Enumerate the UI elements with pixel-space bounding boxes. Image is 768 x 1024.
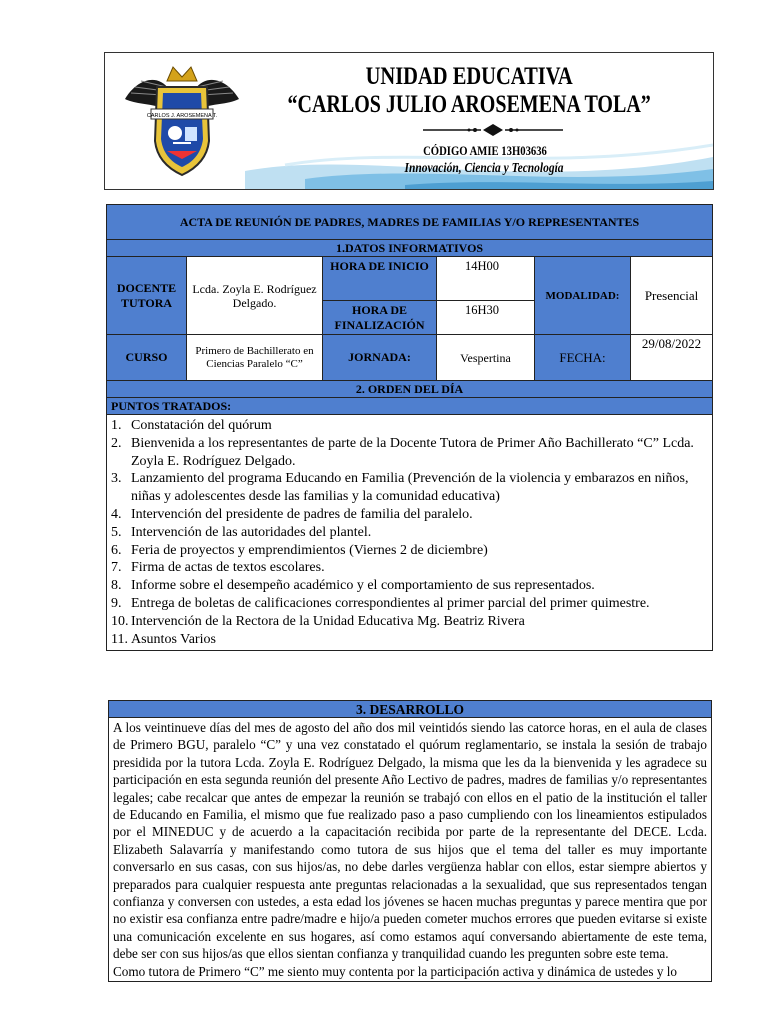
agenda-point: [111, 435, 708, 471]
agenda-point-text: Bienvenida a los representantes de parte de la Docente Tutora de Primer Año Bachillerato “C” Lcda. Zoyla E. Rodríguez Delgado.: [131, 435, 694, 469]
fecha-label: FECHA:: [535, 335, 631, 381]
jornada-value: Vespertina: [437, 335, 535, 381]
school-header: [104, 52, 714, 190]
agenda-point-text: Informe sobre el desempeño académico y el comportamiento de sus representados.: [131, 578, 595, 594]
acta-title: ACTA DE REUNIÓN DE PADRES, MADRES DE FAMILIAS Y/O REPRESENTANTES: [107, 205, 713, 240]
agenda-point-number: 11.: [111, 631, 128, 647]
agenda-points-list: [111, 417, 708, 648]
school-code: CÓDIGO AMIE 13H03636: [423, 143, 547, 158]
agenda-point-number: 1.: [111, 418, 122, 433]
agenda-point-text: Lanzamiento del programa Educando en Familia (Prevención de la violencia y embarazos en niños, niñas y adolescentes desde las familias y la comunidad educativa): [131, 471, 689, 505]
agenda-point-text: Asuntos Varios: [131, 631, 216, 647]
crest-banner-text: CARLOS J. AROSEMENA T.: [146, 113, 218, 119]
agenda-point: [111, 631, 708, 649]
agenda-point: [111, 542, 708, 560]
agenda-point-text: Intervención del presidente de padres de familia del paralelo.: [131, 506, 473, 522]
hora-fin-label: HORA DE FINALIZACIÓN: [323, 301, 437, 335]
agenda-point-number: 9.: [111, 595, 122, 611]
curso-label: CURSO: [107, 335, 187, 381]
agenda-point-text: Intervención de las autoridades del plantel.: [131, 524, 372, 540]
agenda-point-text: Firma de actas de textos escolares.: [131, 560, 325, 576]
school-motto: Innovación, Ciencia y Tecnología: [404, 161, 564, 176]
agenda-point: [111, 524, 708, 542]
agenda-point-text: Intervención de la Rectora de la Unidad Educativa Mg. Beatriz Rivera: [131, 613, 525, 629]
agenda-point-number: 3.: [111, 471, 122, 487]
acta-table: [106, 204, 713, 651]
curso-value: Primero de Bachillerato en Ciencias Paralelo “C”: [187, 335, 323, 381]
section-datos-informativos: 1.DATOS INFORMATIVOS: [107, 240, 713, 257]
puntos-list-cell: [107, 415, 713, 651]
agenda-point-number: 4.: [111, 506, 122, 522]
agenda-point: [111, 613, 708, 631]
agenda-point-text: Entrega de boletas de calificaciones correspondientes al primer parcial del primer quimestre.: [131, 595, 650, 611]
docente-label: DOCENTE TUTORA: [107, 257, 187, 335]
desarrollo-table: [108, 700, 712, 982]
desarrollo-paragraph-2: Como tutora de Primero “C” me siento muy contenta por la participación activa y dinámica de ustedes y lo: [113, 963, 677, 979]
agenda-point-number: 6.: [111, 542, 122, 558]
hora-inicio-label: HORA DE INICIO: [323, 257, 437, 301]
ornament-divider: [423, 123, 563, 137]
agenda-point: [111, 506, 708, 524]
desarrollo-text-cell: [109, 718, 712, 982]
school-name-line1: UNIDAD EDUCATIVA: [365, 63, 573, 90]
agenda-point: [111, 595, 708, 613]
agenda-point: [111, 470, 708, 506]
puntos-tratados-label: PUNTOS TRATADOS:: [107, 398, 713, 415]
section-orden-del-dia: 2. ORDEN DEL DÍA: [107, 381, 713, 398]
section-desarrollo: 3. DESARROLLO: [109, 701, 712, 718]
agenda-point-text: Feria de proyectos y emprendimientos (Viernes 2 de diciembre): [131, 542, 488, 558]
agenda-point-number: 2.: [111, 435, 122, 451]
agenda-point: [111, 417, 708, 435]
agenda-point-number: 5.: [111, 524, 122, 540]
docente-value: Lcda. Zoyla E. Rodríguez Delgado.: [187, 257, 323, 335]
agenda-point-text: Constatación del quórum: [131, 418, 272, 433]
agenda-point-number: 8.: [111, 578, 122, 594]
school-name-line2: “CARLOS JULIO AROSEMENA TOLA”: [287, 91, 651, 118]
jornada-label: JORNADA:: [323, 335, 437, 381]
agenda-point: [111, 577, 708, 595]
modalidad-label: MODALIDAD:: [535, 257, 631, 335]
agenda-point-number: 7.: [111, 560, 122, 576]
hora-fin-value: 16H30: [437, 301, 535, 335]
hora-inicio-value: 14H00: [437, 257, 535, 301]
agenda-point-number: 10.: [111, 613, 129, 629]
desarrollo-paragraph-1: A los veintinueve días del mes de agosto del año dos mil veintidós siendo las catorce horas, en el aula de clases de Primero BGU, paralelo “C” y una vez constatado el quórum reglamentario, se instala la sesión de trabajo presidida por la tutora Lcda. Zoyla E. Rodríguez Delgado, la misma que les da la bienvenida y les agradece su participación en esta segunda reunión del presente Año Lectivo de padres, madres de familias y/o representantes legales; cabe recalcar que antes de empezar la reunión se trabajó con ellos en el patio de la institución el taller de Educando en Familia, el mismo que fue realizado paso a paso cumpliendo con los lineamientos estipulados por el MINEDUC y de acuerdo a la capacitación recibida por parte de la representante del DECE. Lcda. Elizabeth Salavarría y manifestando como tutora de sus hijos que el tema del taller es muy importante conversarlo en sus casas, con sus hijos/as, no debe darles vergüenza hablar con ellos, estar siempre abiertos y preparados para cualquier respuesta ante preguntas relacionadas a la sexualidad, que sus representados tengan confianza y conversen con ustedes, a esta edad los jóvenes se hacen muchas preguntas y parece mentira que por no existir esa confianza entre padre/madre e hijo/a pueden cometer muchos errores que pueden evitarse si existe una comunicación excelente en sus hogares, así como estamos aquí conversando abiertamente de este tema, debe ser con sus hijos/as que ellos sientan confianza y tranquilidad cuando les pregunten sobre este tema.: [113, 720, 707, 962]
agenda-point: [111, 559, 708, 577]
modalidad-value: Presencial: [631, 257, 713, 335]
fecha-value: 29/08/2022: [631, 335, 713, 381]
